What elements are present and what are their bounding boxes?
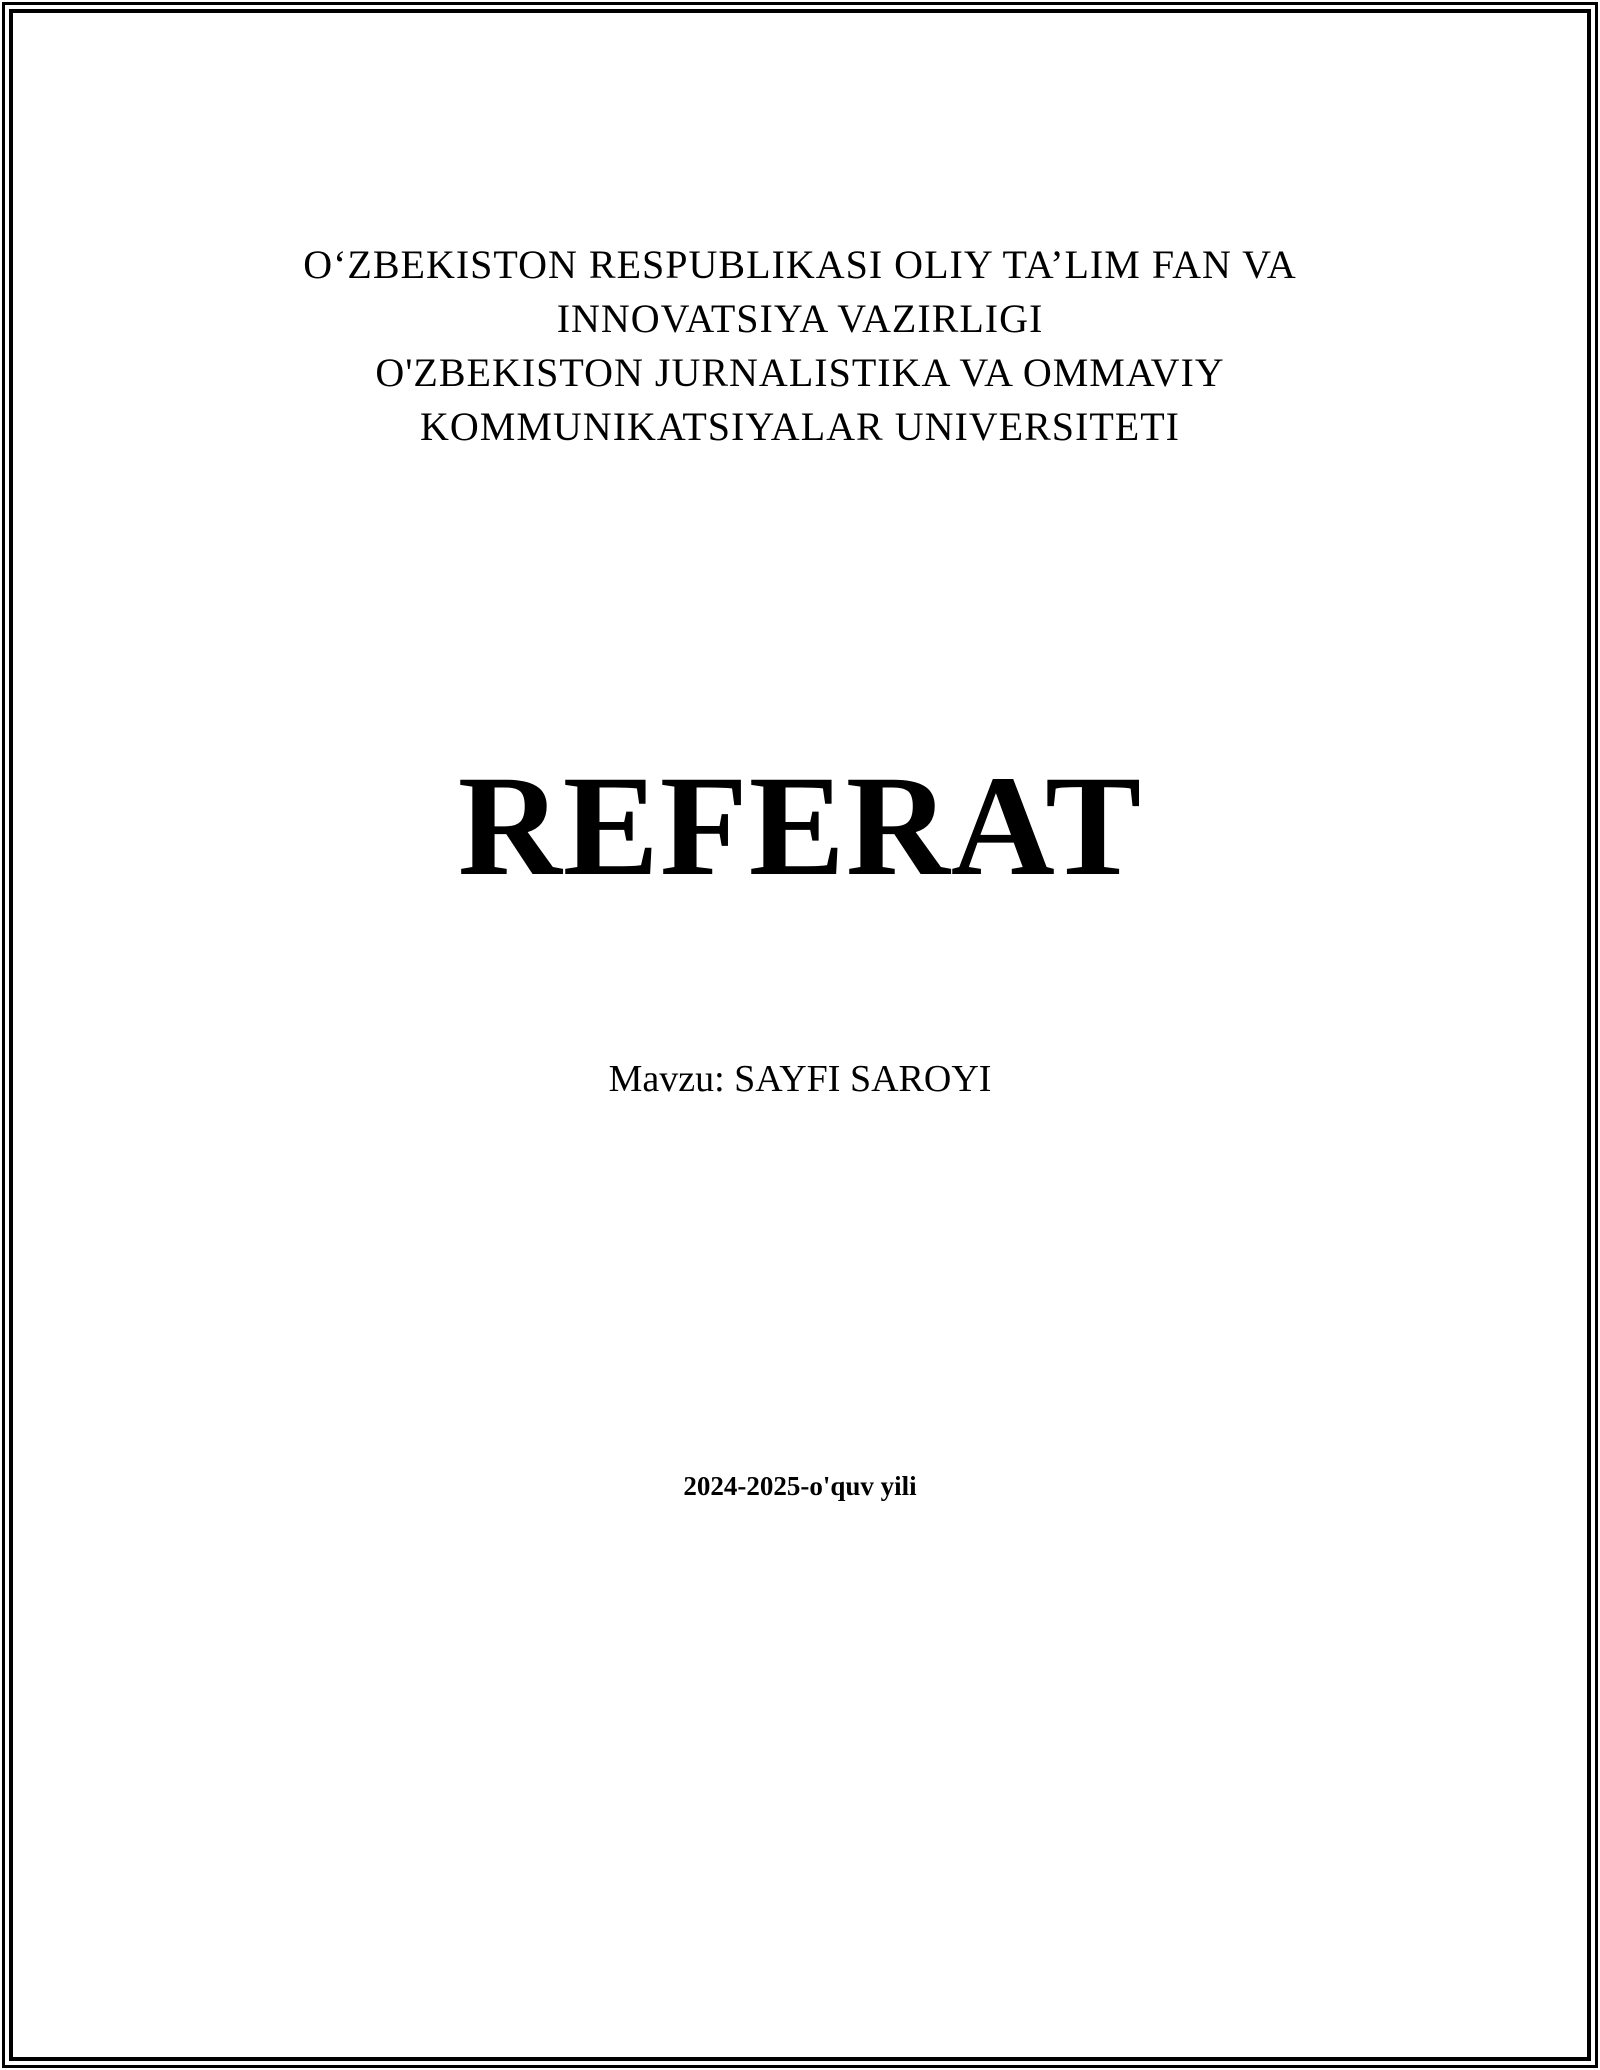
ministry-header-line-1: O‘ZBEKISTON RESPUBLIKASI OLIY TA’LIM FAN VA	[303, 242, 1297, 287]
topic-line: Mavzu: SAYFI SAROYI	[608, 1058, 992, 1100]
university-name-line-1: O'ZBEKISTON JURNALISTIKA VA OMMAVIY	[375, 350, 1225, 395]
university-name-line-2: KOMMUNIKATSIYALAR UNIVERSITETI	[420, 404, 1180, 449]
ministry-header	[0, 238, 1600, 454]
ministry-header-line-2: INNOVATSIYA VAZIRLIGI	[556, 296, 1044, 341]
document-title: REFERAT	[457, 747, 1143, 906]
academic-year: 2024-2025-o'quv yili	[683, 1471, 917, 1501]
